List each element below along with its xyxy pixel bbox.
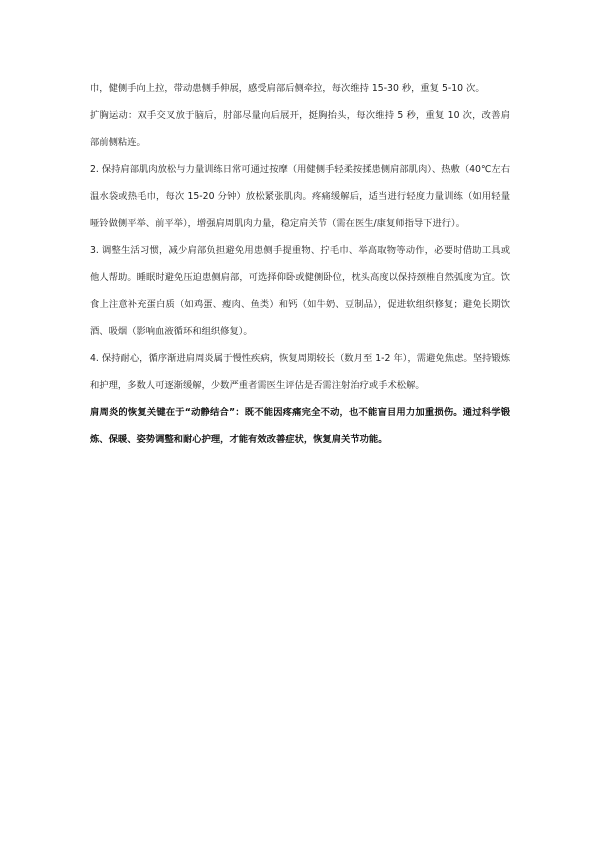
list-item-2: 2. 保持肩部肌肉放松与力量训练日常可通过按摩（用健侧手轻柔按揉患侧肩部肌肉）、热敷（40℃左右温水袋或热毛巾，每次 15-20 分钟）放松紧张肌肉。疼痛缓解后，适当进行轻度力量训练（如用轻量哑铃做侧平举、前平举），增强肩周肌肉力量，稳定肩关节（需在医生/康复师指导下进行）。 bbox=[90, 164, 510, 229]
list-item-3: 3. 调整生活习惯，减少肩部负担避免用患侧手提重物、拧毛巾、举高取物等动作，必要时借助工具或他人帮助。睡眠时避免压迫患侧肩部，可选择仰卧或健侧卧位，枕头高度以保持颈椎自然弧度为宜。饮食上注意补充蛋白质（如鸡蛋、瘦肉、鱼类）和钙（如牛奶、豆制品），促进软组织修复；避免长期饮酒、吸烟（影响血液循环和组织修复）。 bbox=[90, 245, 510, 337]
document-body bbox=[90, 75, 510, 453]
summary-paragraph: 肩周炎的恢复关键在于“动静结合”：既不能因疼痛完全不动，也不能盲目用力加重损伤。通过科学锻炼、保暖、姿势调整和耐心护理，才能有效改善症状，恢复肩关节功能。 bbox=[90, 407, 510, 445]
list-item-4: 4. 保持耐心，循序渐进肩周炎属于慢性疾病，恢复周期较长（数月至 1-2 年），需避免焦虑。坚持锻炼和护理，多数人可逐渐缓解，少数严重者需医生评估是否需注射治疗或手术松解。 bbox=[90, 353, 510, 391]
stretch-paragraph-continued: 巾，健侧手向上拉，带动患侧手伸展，感受肩部后侧牵拉，每次维持 15-30 秒，重复 5-10 次。 bbox=[90, 83, 485, 94]
chest-expansion-paragraph: 扩胸运动：双手交叉放于脑后，肘部尽量向后展开，挺胸抬头，每次维持 5 秒，重复 10 次，改善肩部前侧粘连。 bbox=[90, 110, 510, 148]
